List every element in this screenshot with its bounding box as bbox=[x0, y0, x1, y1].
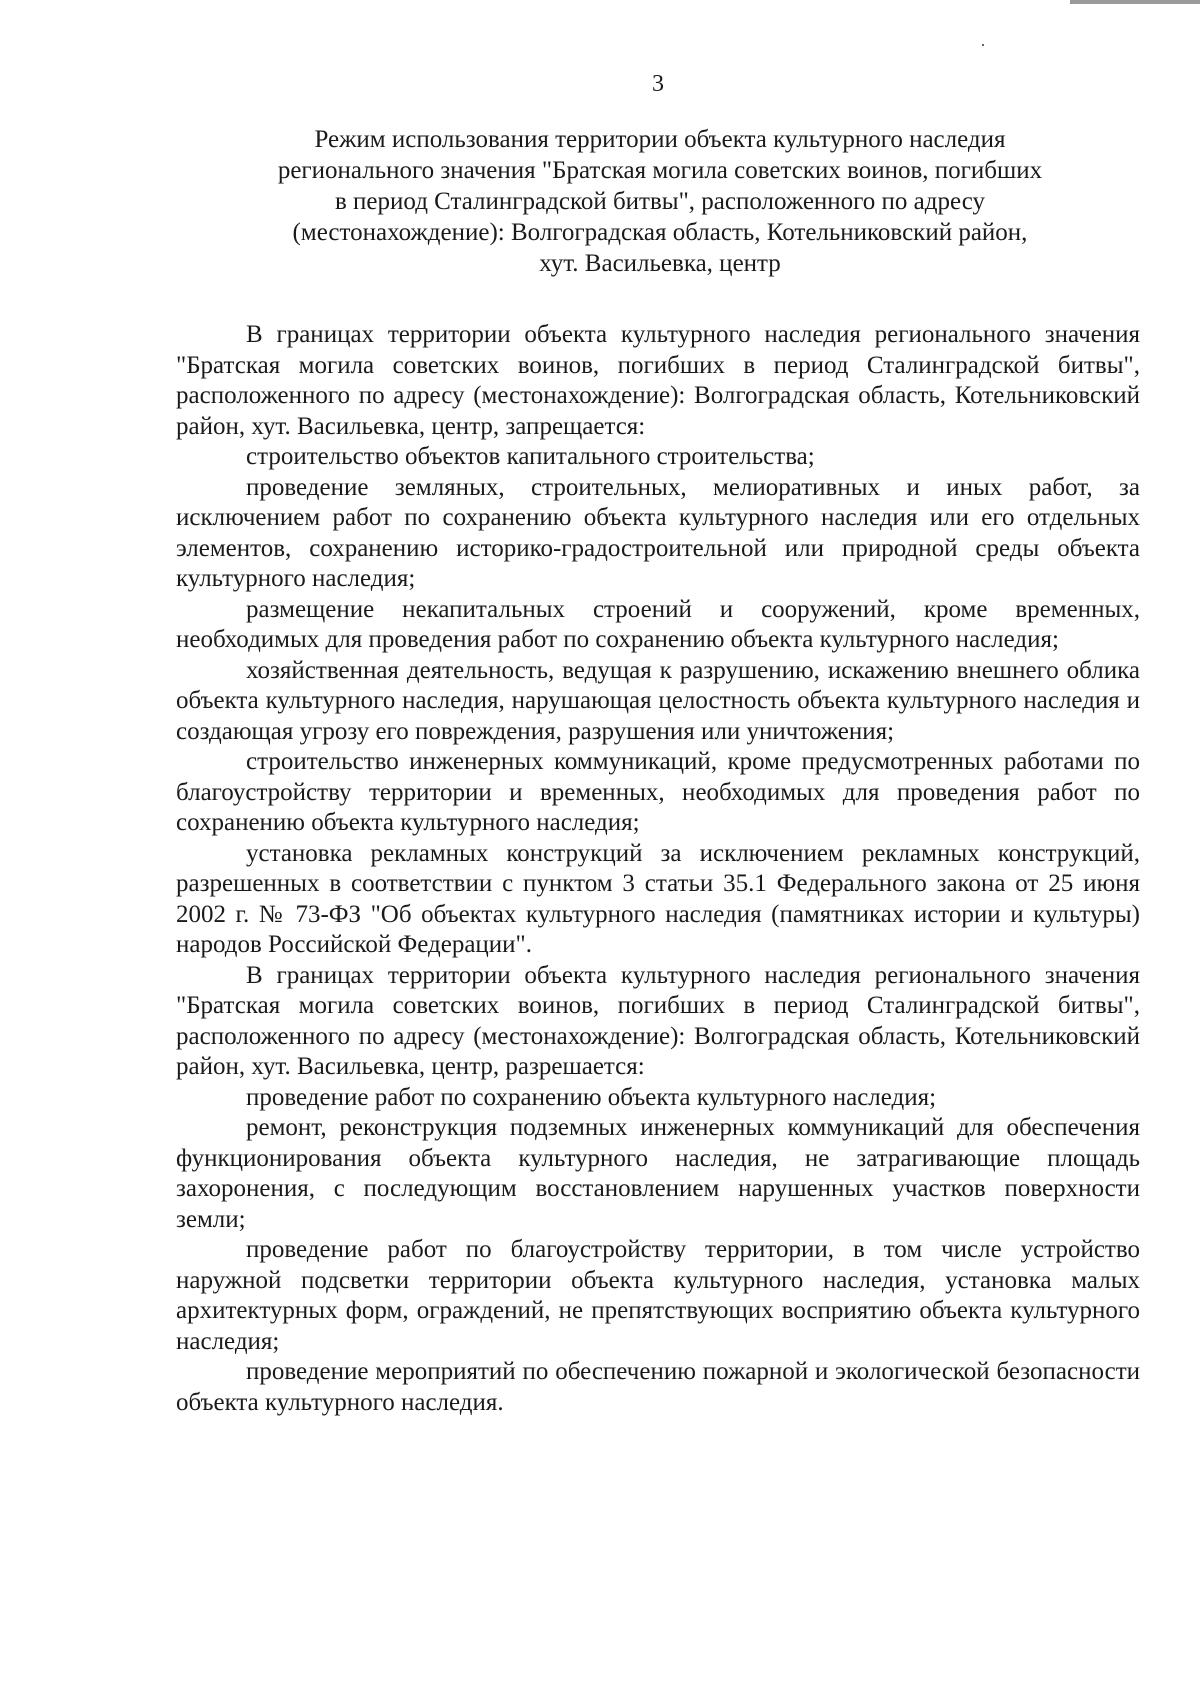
scan-edge-mark bbox=[1070, 0, 1200, 4]
document-title bbox=[170, 124, 1150, 279]
paragraph-permissions-intro: В границах территории объекта культурного наследия регионального значения "Братская могила советских воинов, погибших в период Сталинградской битвы", расположенного по адресу (местонахождение): Волгоградская область, Котельниковский район, хут. Васильевка, центр, разрешается: bbox=[176, 961, 1140, 1080]
paragraph-item: размещение некапитальных строений и сооружений, кроме временных, необходимых для проведения работ по сохранению объекта культурного наследия; bbox=[176, 595, 1140, 653]
paragraph-item: проведение работ по благоустройству территории, в том числе устройство наружной подсветки территории объекта культурного наследия, установка малых архитектурных форм, ограждений, не препятствующих восприятию объекта культурного наследия; bbox=[176, 1236, 1140, 1355]
paragraph-item: строительство объектов капитального строительства; bbox=[246, 443, 815, 470]
paragraph-prohibitions-intro: В границах территории объекта культурного наследия регионального значения "Братская могила советских воинов, погибших в период Сталинградской битвы", расположенного по адресу (местонахождение): Волгоградская область, Котельниковский район, хут. Васильевка, центр, запрещается: bbox=[176, 321, 1140, 440]
paragraph-item: проведение мероприятий по обеспечению пожарной и экологической безопасности объекта культурного наследия. bbox=[176, 1358, 1140, 1416]
paragraph-item: ремонт, реконструкция подземных инженерных коммуникаций для обеспечения функционирования объекта культурного наследия, не затрагивающие площадь захоронения, с последующим восстановлением нарушенных участков поверхности земли; bbox=[176, 1114, 1140, 1233]
page-number: 3 bbox=[652, 71, 664, 97]
title-line: (местонахождение): Волгоградская область, Котельниковский район, bbox=[292, 219, 1028, 246]
title-line: хут. Васильевка, центр bbox=[539, 250, 781, 277]
title-line: регионального значения "Братская могила советских воинов, погибших bbox=[277, 157, 1043, 184]
paragraph-item: проведение работ по сохранению объекта культурного наследия; bbox=[246, 1083, 937, 1111]
scan-speck bbox=[982, 44, 984, 46]
paragraph-item: установка рекламных конструкций за исключением рекламных конструкций, разрешенных в соответствии с пунктом 3 статьи 35.1 Федерального закона от 25 июня 2002 г. № 73-ФЗ "Об объектах культурного наследия (памятниках истории и культуры) народов Российской Федерации". bbox=[176, 839, 1140, 958]
paragraph-item: проведение земляных, строительных, мелиоративных и иных работ, за исключением работ по сохранению объекта культурного наследия или его отдельных элементов, сохранению историко-градостроительной или природной среды объекта культурного наследия; bbox=[176, 473, 1140, 592]
paragraph-item: строительство инженерных коммуникаций, кроме предусмотренных работами по благоустройству территории и временных, необходимых для проведения работ по сохранению объекта культурного наследия; bbox=[176, 748, 1140, 836]
document-body bbox=[176, 320, 1140, 1418]
title-line: Режим использования территории объекта культурного наследия bbox=[314, 126, 1006, 153]
paragraph-item: хозяйственная деятельность, ведущая к разрушению, искажению внешнего облика объекта культурного наследия, нарушающая целостность объекта культурного наследия и создающая угрозу его повреждения, разрушения или уничтожения; bbox=[176, 656, 1140, 745]
title-line: в период Сталинградской битвы", расположенного по адресу bbox=[335, 188, 985, 215]
